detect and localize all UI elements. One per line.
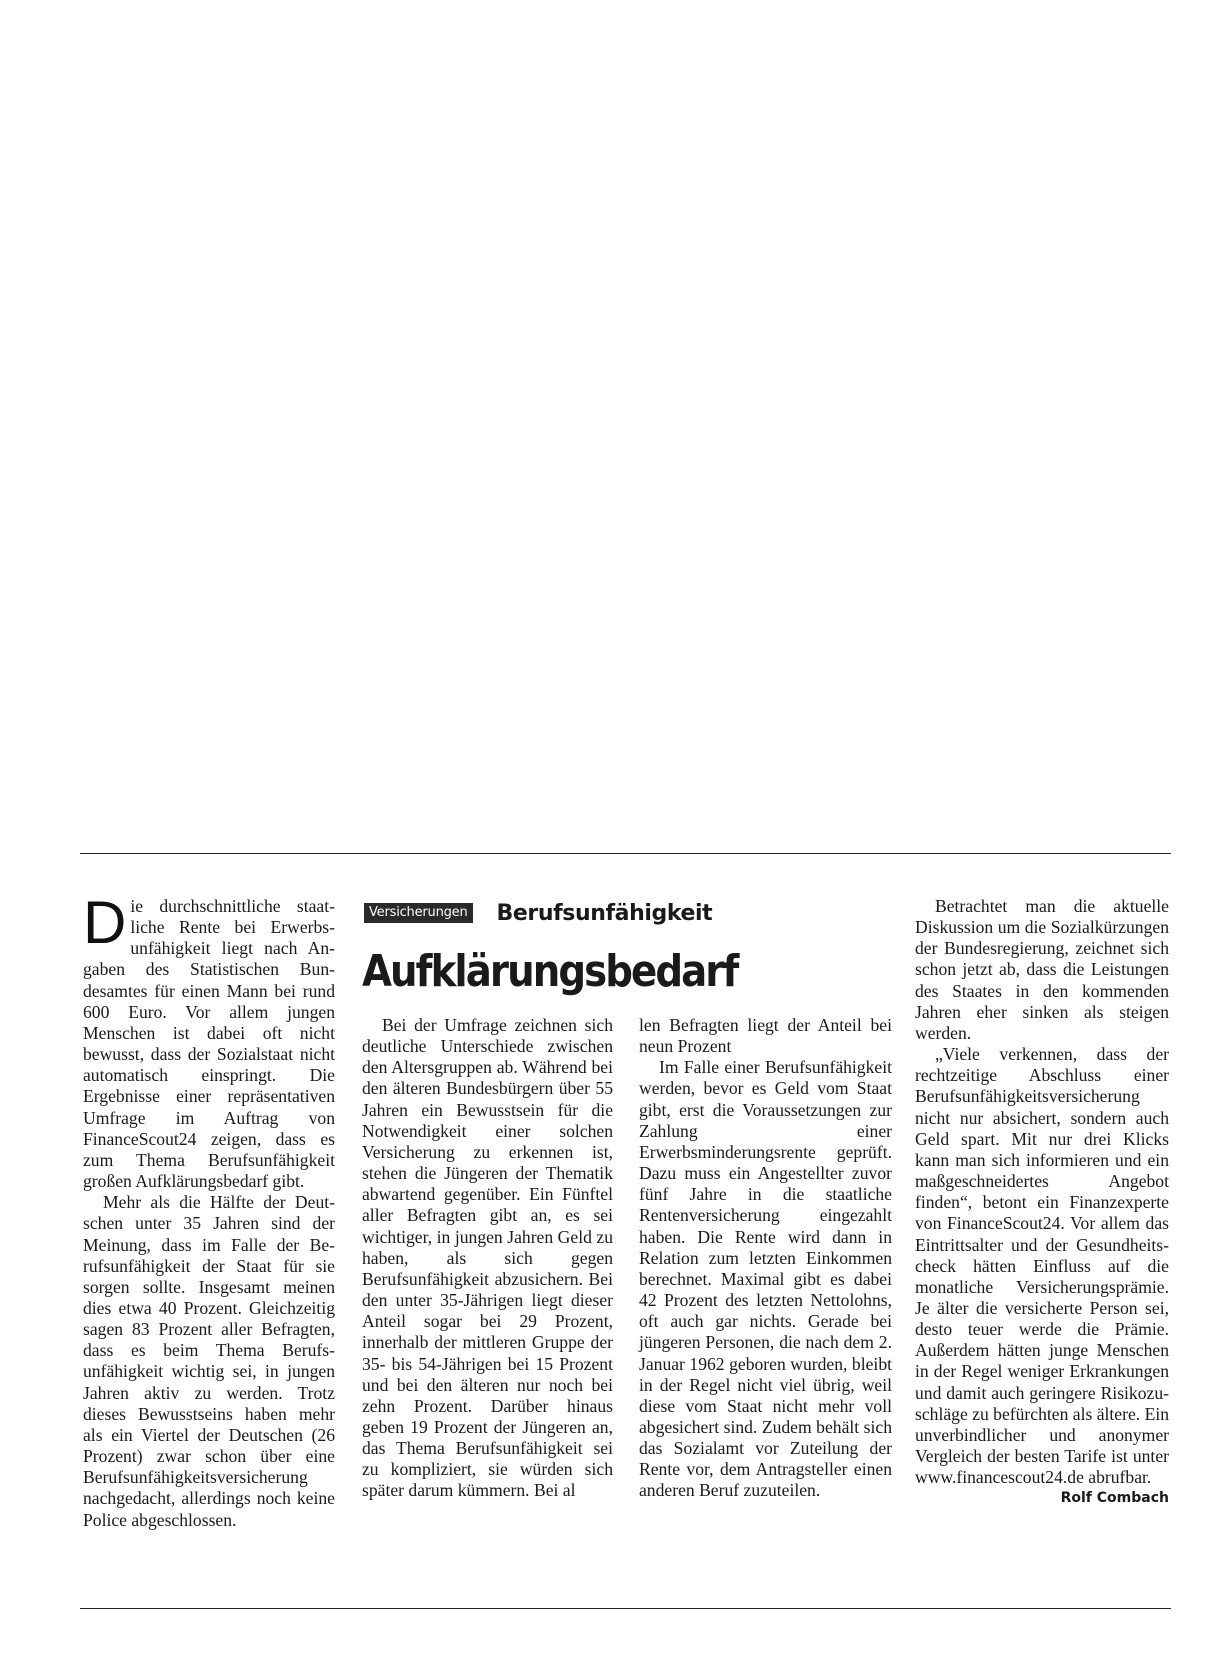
kicker-title: Berufsunfähigkeit (496, 900, 713, 926)
article-paragraph (915, 1044, 1170, 1507)
article-paragraph: Bei der Umfrage zeichnen sich deutliche Unterschiede zwischen den Altersgruppen ab. Während bei den älteren Bundesbürgern über 55 Jahren ein Bewusstsein für die Notwendigkeit einer solchen Versicherung zu erkennen ist, stehen die Jüngeren der Thematik abwartend gegenüber. Ein Fünftel aller Befragten gibt an, es sei wichtiger, in jungen Jahren Geld zu haben, als sich gegen Berufsunfähigkeit abzusichern. Bei den unter 35-Jährigen liegt dieser Anteil sogar bei 29 Prozent, innerhalb der mittleren Gruppe der 35- bis 54-Jährigen bei 15 Prozent und bei den älteren nur noch bei zehn Prozent. Darüber hinaus geben 19 Prozent der Jüngeren an, das Thema Berufsunfähigkeit sei zu kompliziert, sie würden sich später darum kümmern. Bei al (362, 1015, 613, 1501)
bottom-divider (80, 1608, 1171, 1609)
article-paragraph (83, 889, 335, 1192)
drop-cap: D (83, 889, 127, 956)
article-column-3 (639, 1015, 892, 1502)
section-tag: Versicherungen (364, 903, 473, 923)
headline: Aufklärungsbedarf (362, 946, 738, 997)
top-divider (80, 853, 1171, 854)
article-paragraph: len Befragten liegt der Anteil bei neun Prozent (639, 1015, 892, 1057)
article-column-4 (915, 896, 1169, 1510)
article-paragraph: Im Falle einer Berufsunfähigkeit werden, bevor es Geld vom Staat gibt, erst die Voraussetzungen zur Zahlung einer Erwerbsminderungsrente geprüft. Dazu muss ein Angestellter zuvor fünf Jahre in die staatliche Rentenversicherung eingezahlt haben. Die Rente wird dann in Relation zum letzten Einkommen berechnet. Maximal gibt es dabei 42 Prozent des letzten Nettolohns, oft auch gar nichts. Gerade bei jüngeren Personen, die nach dem 2. Januar 1962 geboren wurden, bleibt in der Regel nicht viel übrig, weil diese vom Staat nicht mehr voll abgesichert sind. Zudem behält sich das Sozialamt vor Zuteilung der Rente vor, dem Antragsteller einen anderen Beruf zuzuteilen. (639, 1057, 892, 1501)
author-byline: Rolf Combach (1060, 1490, 1169, 1507)
paragraph-text: „Viele verkennen, dass der rechtzeitige Abschluss einer Berufsunfähigkeitsversicherung nicht nur absichert, sondern auch Geld spart. Mit nur drei Klicks kann man sich informieren und ein maßgeschneidertes Angebot finden“, betont ein Finanzexperte von FinanceScout24. Vor allem das Eintrittsalter und der Gesundheitscheck hätten Einfluss auf die monatliche Versicherungsprämie. Je älter die versicherte Person sei, desto teuer werde die Prämie. Außerdem hätten junge Menschen in der Regel weniger Erkrankungen und damit auch geringere Risikozuschläge zu befürchten als ältere. Ein unverbindlicher und anonymer Vergleich der besten Tarife ist unter www.financescout24.de abrufbar. (915, 1044, 1170, 1488)
paragraph-text: ie durchschnittliche staatliche Rente bei Erwerbsunfähigkeit liegt nach Angaben des Statistischen Bundesamtes für einen Mann bei rund 600 Euro. Vor allem jungen Menschen ist dabei oft nicht bewusst, dass der Sozialstaat nicht automatisch einspringt. Die Ergebnisse einer repräsentativen Umfrage im Auftrag von FinanceScout24 zeigen, dass es zum Thema Berufsunfähigkeit großen Aufklärungsbedarf gibt. (83, 896, 335, 1192)
article-column-2 (362, 1015, 613, 1502)
kicker (364, 901, 712, 925)
article-column-1 (83, 889, 335, 1531)
article-paragraph: Mehr als die Hälfte der Deutschen unter 35 Jahren sind der Meinung, dass im Falle der Berufsunfähigkeit der Staat für sie sorgen sollte. Insgesamt meinen dies etwa 40 Prozent. Gleichzeitig sagen 83 Prozent aller Befragten, dass es beim Thema Berufsunfähigkeit wichtig sei, in jungen Jahren aktiv zu werden. Trotz dieses Bewusstseins haben mehr als ein Viertel der Deutschen (26 Prozent) zwar schon über eine Berufsunfähigkeitsversicherung nachgedacht, allerdings noch keine Police abgeschlossen. (83, 1192, 335, 1530)
article-paragraph: Betrachtet man die aktuelle Diskussion um die Sozialkürzungen der Bundesregierung, zeichnet sich schon jetzt ab, dass die Leistungen des Staates in den kommenden Jahren eher sinken als steigen werden. (915, 896, 1169, 1043)
